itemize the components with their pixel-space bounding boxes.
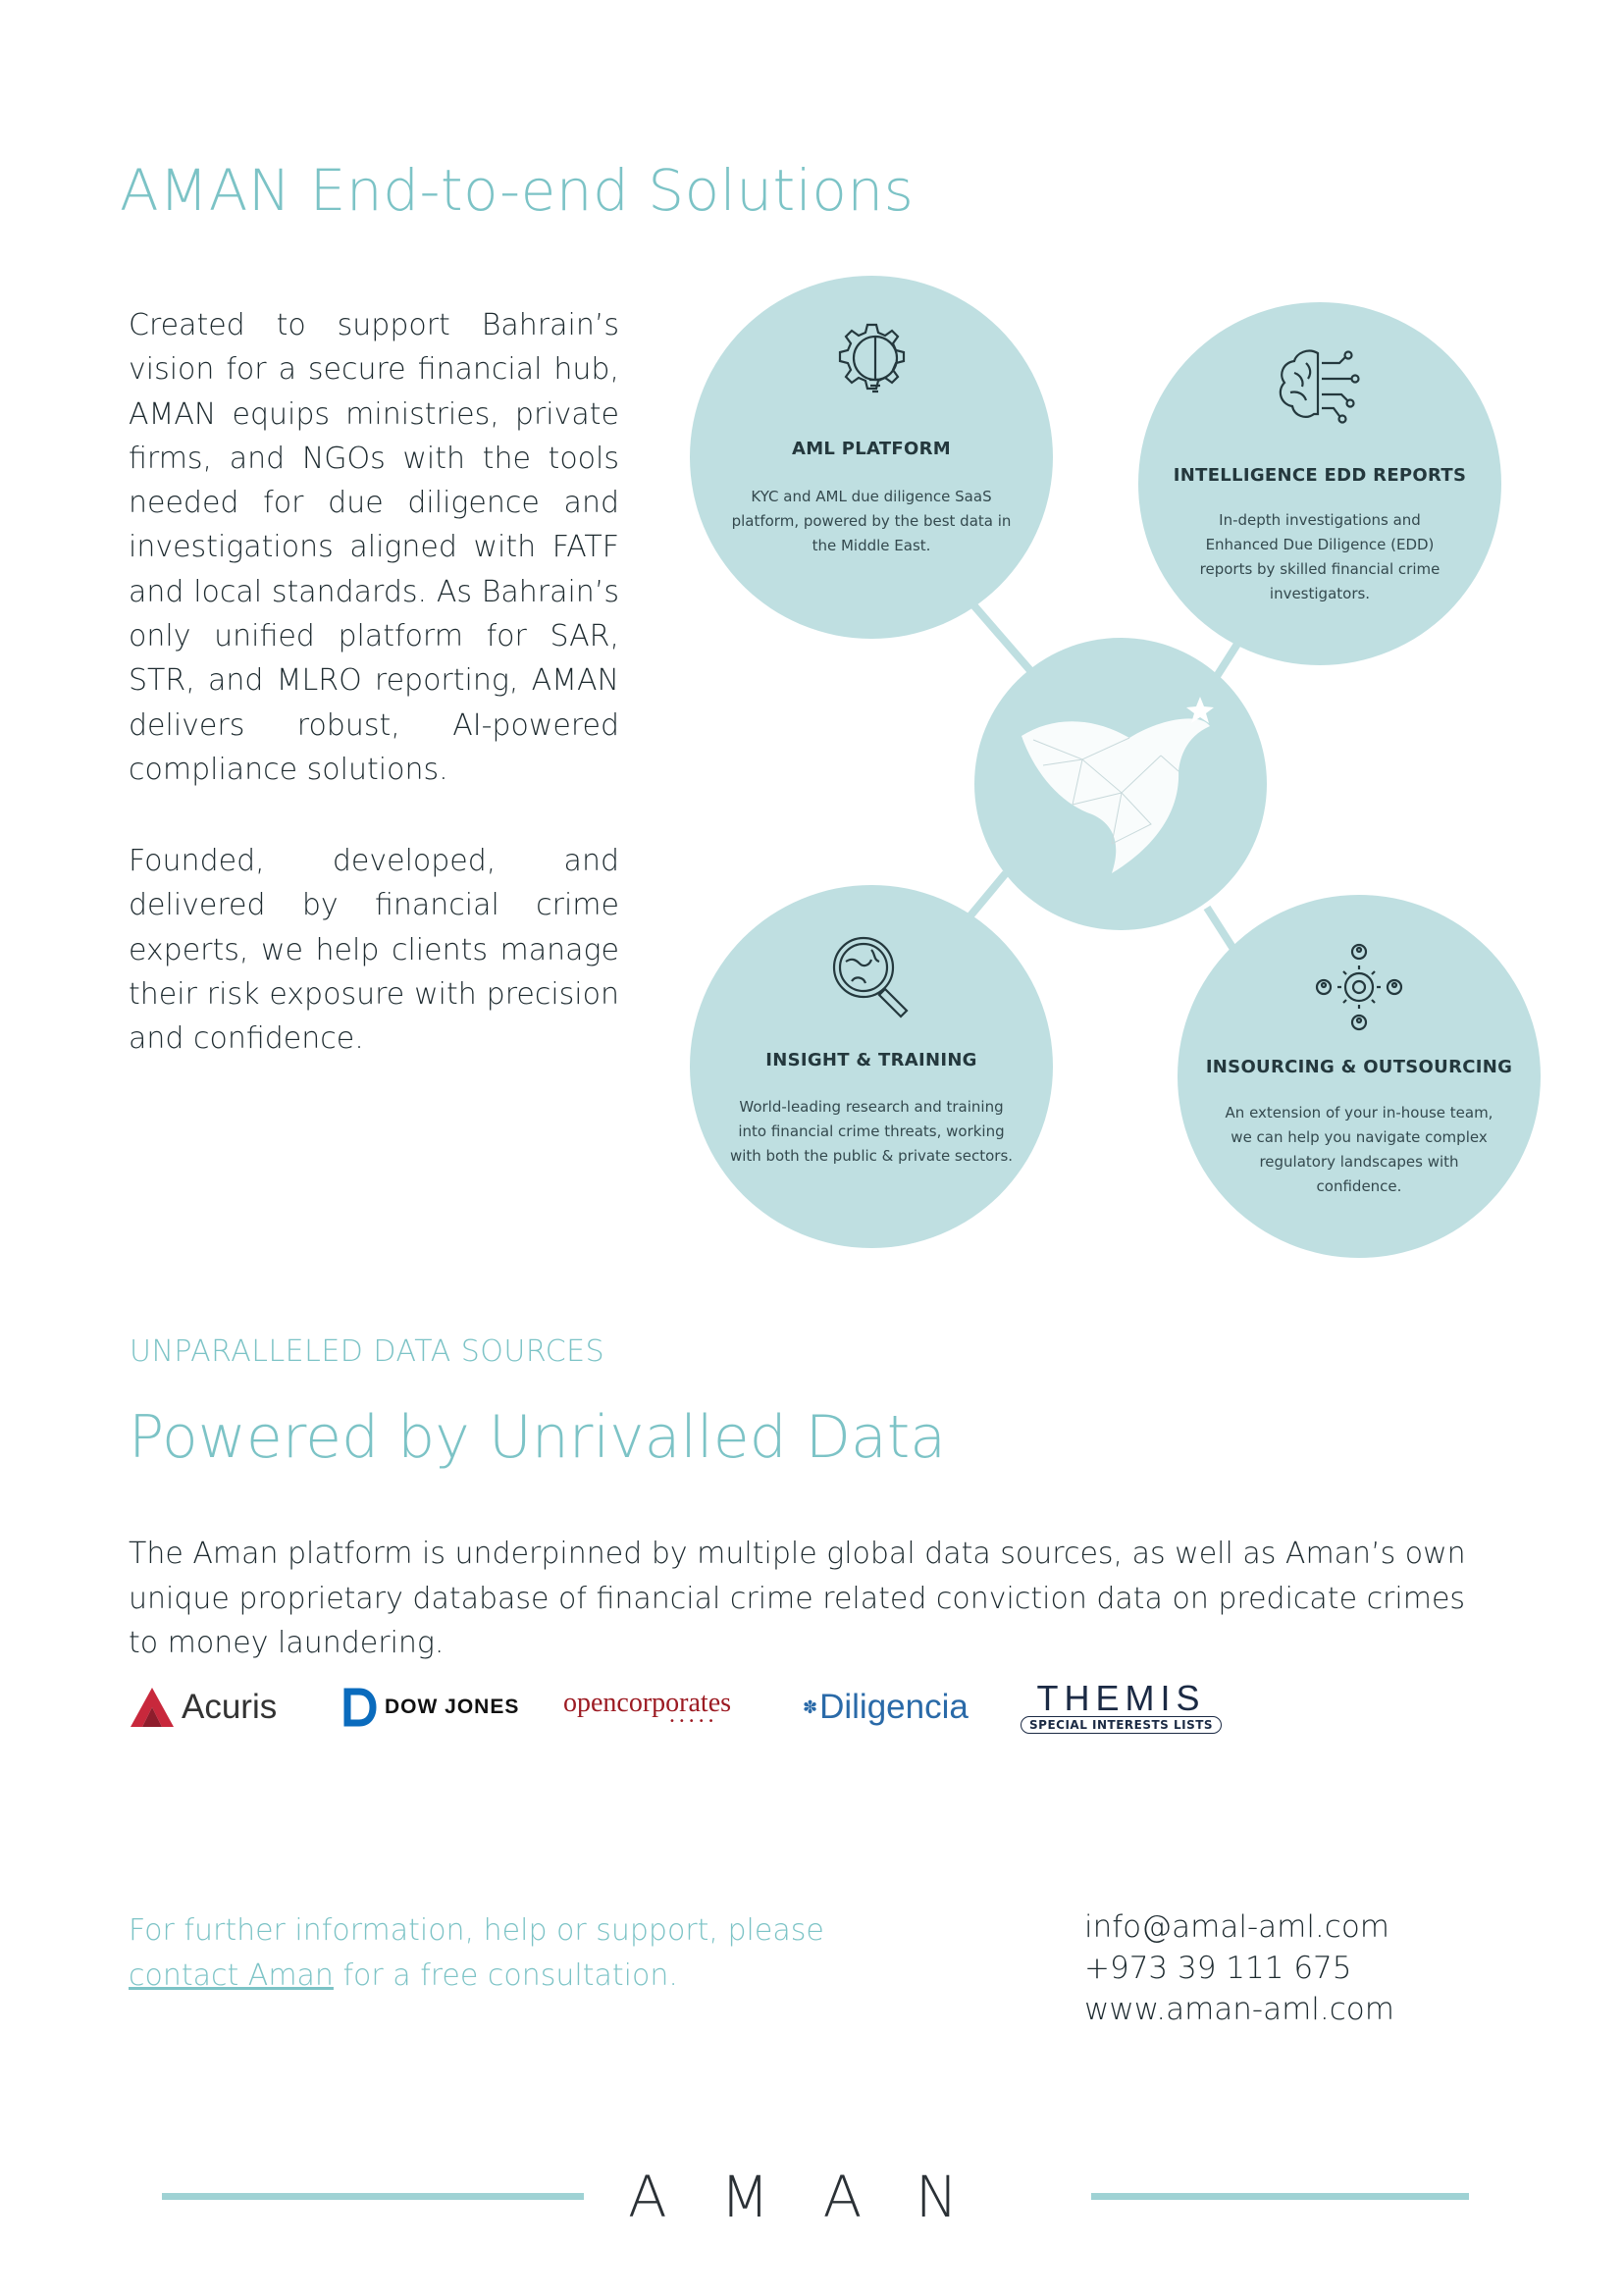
center-circle xyxy=(974,638,1267,930)
service-description: KYC and AML due diligence SaaS platform, powered by the best data in the Middle East. xyxy=(731,488,1012,554)
acuris-mark-icon xyxy=(129,1686,176,1729)
footer-rule-right xyxy=(1091,2193,1469,2200)
contact-website[interactable]: www.aman-aml.com xyxy=(1084,1992,1394,2027)
globe-magnifier-icon xyxy=(824,928,918,1026)
intro-paragraph-2: Founded, developed, and delivered by financial crime experts, we help clients manage their risk exposure with precision and confidence. xyxy=(129,844,619,1057)
diligencia-mark-icon: ✽ xyxy=(803,1696,818,1718)
dowjones-mark-icon xyxy=(343,1688,377,1727)
service-title: INSIGHT & TRAINING xyxy=(765,1050,977,1070)
acuris-logo: Acuris xyxy=(129,1678,277,1737)
service-circle-insight-training xyxy=(690,885,1053,1248)
service-circle-aml-platform xyxy=(690,276,1053,639)
service-circle-insourcing xyxy=(1178,895,1541,1258)
section-title: Powered by Unrivalled Data xyxy=(129,1403,947,1472)
opencorporates-logo: opencorporates ••••• xyxy=(563,1688,732,1727)
service-description: World-leading research and training into financial crime threats, working with both the public & private sectors. xyxy=(729,1098,1014,1165)
service-title: INSOURCING & OUTSOURCING xyxy=(1205,1057,1513,1077)
diligencia-logo: ✽ Diligencia xyxy=(803,1688,969,1726)
service-description: An extension of your in-house team, we can help you navigate complex regulatory landscapes with confidence. xyxy=(1225,1104,1493,1195)
themis-logo: THEMIS SPECIAL INTERESTS LISTS xyxy=(1021,1678,1222,1737)
page-title: AMAN End-to-end Solutions xyxy=(120,157,915,224)
service-title: INTELLIGENCE EDD REPORTS xyxy=(1173,465,1467,486)
contact-aman-link[interactable]: contact Aman xyxy=(129,1958,334,1993)
contact-cta: For further information, help or support, please contact Aman for a free consultation. xyxy=(129,1913,824,1993)
intro-paragraph-1: Created to support Bahrain’s vision for a secure financial hub, AMAN equips ministries, private firms, and NGOs with the tools needed for due diligence and investigations aligned with FATF and local standards. As Bahrain’s only unified platform for SAR, STR, and MLRO reporting, AMAN delivers robust, AI-powered compliance solutions. xyxy=(129,308,619,787)
service-description: In-depth investigations and Enhanced Due Diligence (EDD) reports by skilled financial crime investigators. xyxy=(1199,511,1441,602)
footer-rule-left xyxy=(162,2193,584,2200)
gear-bulb-icon xyxy=(826,317,917,411)
dowjones-logo: DOW JONES xyxy=(343,1678,519,1737)
brain-circuit-icon xyxy=(1271,343,1369,438)
service-circle-intelligence-edd xyxy=(1138,302,1501,665)
section-kicker: UNPARALLELED DATA SOURCES xyxy=(130,1334,605,1369)
people-gear-icon xyxy=(1314,942,1404,1036)
contact-phone: +973 39 111 675 xyxy=(1084,1951,1352,1986)
service-title: AML PLATFORM xyxy=(791,439,952,459)
dove-icon xyxy=(1014,677,1239,903)
section-text: The Aman platform is underpinned by multiple global data sources, as well as Aman’s own unique proprietary database of financial crime related conviction data on predicate crimes to money laundering. xyxy=(129,1537,1466,1660)
contact-email[interactable]: info@amal-aml.com xyxy=(1084,1909,1389,1945)
footer-brand: A M A N xyxy=(628,2164,976,2230)
